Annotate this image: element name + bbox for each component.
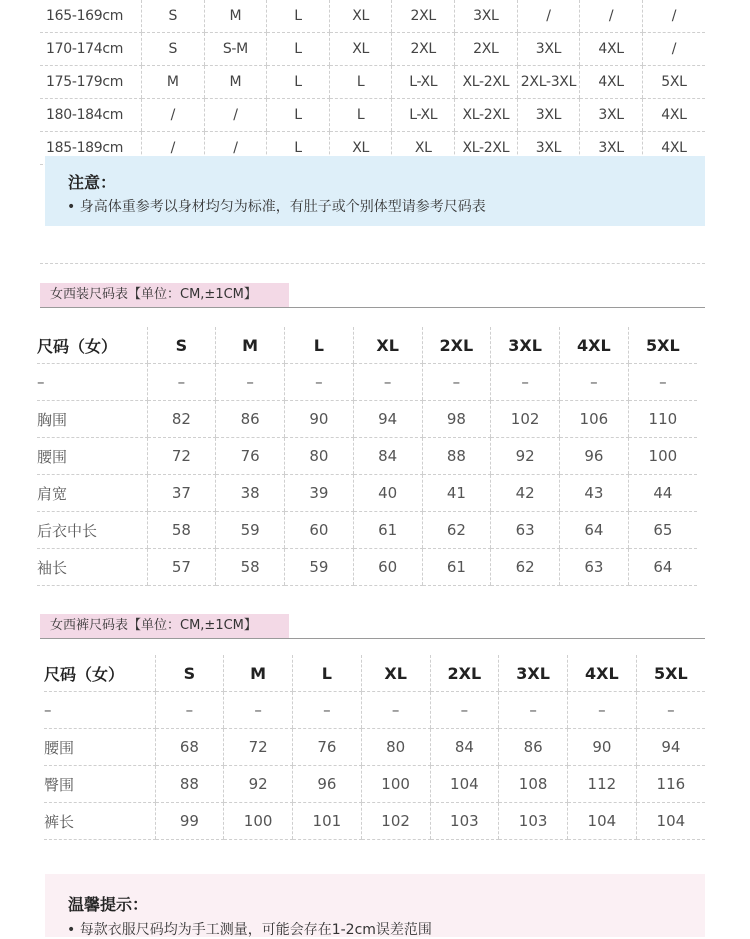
table-cell: 65 <box>628 512 697 549</box>
table-cell: XL <box>353 327 422 364</box>
table-cell: 2XL <box>455 33 518 66</box>
table-cell: 4XL <box>560 327 629 364</box>
table-cell: 3XL <box>580 99 643 132</box>
table-cell: 100 <box>361 766 430 803</box>
table-cell: – <box>560 364 629 401</box>
table-cell: 2XL <box>392 33 455 66</box>
table-cell: 63 <box>491 512 560 549</box>
table-cell: / <box>517 0 580 33</box>
table-cell: M <box>216 327 285 364</box>
table-cell: 90 <box>285 401 354 438</box>
row-label-cell: 袖长 <box>37 549 147 586</box>
table-cell: 3XL <box>517 33 580 66</box>
table-cell: – <box>422 364 491 401</box>
table-cell: 4XL <box>642 99 705 132</box>
table-cell: 62 <box>422 512 491 549</box>
table-cell: – <box>568 692 637 729</box>
table-cell: 2XL <box>422 327 491 364</box>
pants-chart-label: 女西裤尺码表【单位：CM,±1CM】 <box>40 614 289 638</box>
row-label-cell: 腰围 <box>44 729 155 766</box>
row-label-cell: 裤长 <box>44 803 155 840</box>
table-cell: L-XL <box>392 99 455 132</box>
table-cell: 76 <box>293 729 362 766</box>
table-cell: 43 <box>560 475 629 512</box>
table-row <box>37 364 697 401</box>
table-cell: 4XL <box>642 132 705 165</box>
table-cell: 99 <box>155 803 224 840</box>
table-cell: L <box>329 66 392 99</box>
table-cell: 44 <box>628 475 697 512</box>
table-cell: 4XL <box>580 66 643 99</box>
table-cell: 3XL <box>499 655 568 692</box>
table-cell: 72 <box>147 438 216 475</box>
table-cell: 104 <box>568 803 637 840</box>
table-cell: XL-2XL <box>455 132 518 165</box>
table-cell: 88 <box>422 438 491 475</box>
table-cell: 2XL-3XL <box>517 66 580 99</box>
table-cell: 102 <box>491 401 560 438</box>
pants-size-table <box>44 655 705 840</box>
table-cell: / <box>142 99 205 132</box>
table-cell: – <box>147 364 216 401</box>
table-cell: XL <box>392 132 455 165</box>
table-cell: 40 <box>353 475 422 512</box>
table-cell: 42 <box>491 475 560 512</box>
table-cell: 94 <box>353 401 422 438</box>
table-cell: 5XL <box>636 655 705 692</box>
suit-chart-rule <box>40 307 705 308</box>
table-cell: 90 <box>568 729 637 766</box>
table-cell: S-M <box>204 33 267 66</box>
table-cell: 63 <box>560 549 629 586</box>
table-cell: 5XL <box>642 66 705 99</box>
table-cell: – <box>491 364 560 401</box>
table-cell: L <box>267 132 330 165</box>
table-cell: 41 <box>422 475 491 512</box>
table-cell: 64 <box>560 512 629 549</box>
table-cell: 3XL <box>491 327 560 364</box>
table-cell: 3XL <box>455 0 518 33</box>
table-cell: / <box>580 0 643 33</box>
row-label-cell: 后衣中长 <box>37 512 147 549</box>
row-label-cell: 胸围 <box>37 401 147 438</box>
row-label-cell: 肩宽 <box>37 475 147 512</box>
table-cell: 108 <box>499 766 568 803</box>
table-cell: – <box>430 692 499 729</box>
table-cell: 101 <box>293 803 362 840</box>
table-cell: 96 <box>560 438 629 475</box>
tips-box <box>45 874 705 937</box>
table-cell: 92 <box>491 438 560 475</box>
table-cell: XL <box>361 655 430 692</box>
table-cell: XL <box>329 0 392 33</box>
row-label-cell: 尺码（女） <box>44 655 155 692</box>
table-cell: 72 <box>224 729 293 766</box>
table-cell: 3XL <box>517 132 580 165</box>
table-cell: 98 <box>422 401 491 438</box>
table-cell: 103 <box>499 803 568 840</box>
table-cell: 58 <box>147 512 216 549</box>
table-cell: 76 <box>216 438 285 475</box>
table-row <box>40 99 705 132</box>
row-label-cell: 175-179cm <box>40 66 142 99</box>
row-label-cell: 170-174cm <box>40 33 142 66</box>
table-cell: 5XL <box>628 327 697 364</box>
table-cell: 103 <box>430 803 499 840</box>
table-cell: L <box>267 99 330 132</box>
row-label-cell: 腰围 <box>37 438 147 475</box>
table-cell: M <box>204 0 267 33</box>
row-label-cell: 185-189cm <box>40 132 142 165</box>
table-row <box>44 692 705 729</box>
table-cell: 37 <box>147 475 216 512</box>
table-cell: 88 <box>155 766 224 803</box>
table-cell: 4XL <box>568 655 637 692</box>
table-cell: – <box>361 692 430 729</box>
table-cell: 86 <box>499 729 568 766</box>
table-cell: 112 <box>568 766 637 803</box>
table-cell: XL-2XL <box>455 99 518 132</box>
table-cell: 84 <box>353 438 422 475</box>
table-cell: S <box>142 0 205 33</box>
table-cell: 116 <box>636 766 705 803</box>
table-cell: 82 <box>147 401 216 438</box>
table-cell: 59 <box>285 549 354 586</box>
table-cell: 100 <box>224 803 293 840</box>
table-cell: – <box>224 692 293 729</box>
table-cell: – <box>499 692 568 729</box>
table-cell: / <box>142 132 205 165</box>
table-row <box>37 438 697 475</box>
table-cell: – <box>155 692 224 729</box>
table-cell: 64 <box>628 549 697 586</box>
table-cell: XL <box>329 132 392 165</box>
table-cell: M <box>204 66 267 99</box>
table-cell: 106 <box>560 401 629 438</box>
table-cell: 96 <box>293 766 362 803</box>
table-cell: 59 <box>216 512 285 549</box>
table-row <box>44 729 705 766</box>
table-cell: 80 <box>361 729 430 766</box>
table-row <box>44 766 705 803</box>
table-cell: L <box>267 0 330 33</box>
table-cell: L <box>329 99 392 132</box>
table-row <box>40 0 705 33</box>
table-cell: – <box>353 364 422 401</box>
table-row <box>40 33 705 66</box>
notice-item: • 身高体重参考以身材均匀为标准，有肚子或个别体型请参考尺码表 <box>67 199 486 215</box>
table-cell: S <box>142 33 205 66</box>
table-cell: 92 <box>224 766 293 803</box>
table-cell: 60 <box>353 549 422 586</box>
table-cell: 57 <box>147 549 216 586</box>
table-cell: 104 <box>636 803 705 840</box>
table-cell: 3XL <box>517 99 580 132</box>
table-cell: L <box>267 33 330 66</box>
table-row <box>37 401 697 438</box>
notice-box <box>45 156 705 226</box>
table-cell: L <box>293 655 362 692</box>
table-cell: XL <box>329 33 392 66</box>
table-cell: / <box>642 0 705 33</box>
row-label-cell: 165-169cm <box>40 0 142 33</box>
table-cell: 62 <box>491 549 560 586</box>
table-cell: 102 <box>361 803 430 840</box>
table-cell: 68 <box>155 729 224 766</box>
pants-chart-rule <box>40 638 705 639</box>
table-cell: 4XL <box>580 33 643 66</box>
tips-title: 温馨提示： <box>68 895 149 914</box>
table-cell: / <box>642 33 705 66</box>
suit-chart-label: 女西装尺码表【单位：CM,±1CM】 <box>40 283 289 307</box>
table-cell: L <box>285 327 354 364</box>
table-cell: – <box>636 692 705 729</box>
table-row <box>44 803 705 840</box>
table-cell: L <box>267 66 330 99</box>
table-cell: – <box>293 692 362 729</box>
table-row <box>40 66 705 99</box>
table-cell: S <box>155 655 224 692</box>
table-row <box>37 475 697 512</box>
table-cell: 100 <box>628 438 697 475</box>
table-cell: S <box>147 327 216 364</box>
table-header-row <box>44 655 705 692</box>
table-cell: 2XL <box>392 0 455 33</box>
table-cell: M <box>142 66 205 99</box>
table-cell: / <box>204 132 267 165</box>
table-cell: 84 <box>430 729 499 766</box>
height-size-table <box>40 0 705 165</box>
row-label-cell: – <box>37 364 147 401</box>
row-label-cell: 180-184cm <box>40 99 142 132</box>
table-cell: XL-2XL <box>455 66 518 99</box>
table-cell: 2XL <box>430 655 499 692</box>
notice-title: 注意： <box>68 173 117 192</box>
row-label-cell: 臀围 <box>44 766 155 803</box>
table-row <box>37 512 697 549</box>
table-header-row <box>37 327 697 364</box>
table-cell: 94 <box>636 729 705 766</box>
table-cell: 104 <box>430 766 499 803</box>
table-cell: L-XL <box>392 66 455 99</box>
row-label-cell: – <box>44 692 155 729</box>
suit-size-table <box>37 327 697 586</box>
table-cell: 86 <box>216 401 285 438</box>
tips-item: • 每款衣服尺码均为手工测量，可能会存在1-2cm误差范围 <box>67 922 432 938</box>
table-cell: 61 <box>422 549 491 586</box>
table-cell: 110 <box>628 401 697 438</box>
table-cell: 61 <box>353 512 422 549</box>
row-label-cell: 尺码（女） <box>37 327 147 364</box>
table-cell: 60 <box>285 512 354 549</box>
table-cell: 38 <box>216 475 285 512</box>
table-cell: 39 <box>285 475 354 512</box>
section-divider <box>40 263 705 264</box>
table-cell: M <box>224 655 293 692</box>
table-cell: 3XL <box>580 132 643 165</box>
table-cell: – <box>285 364 354 401</box>
table-cell: / <box>204 99 267 132</box>
table-cell: – <box>216 364 285 401</box>
table-cell: – <box>628 364 697 401</box>
table-cell: 80 <box>285 438 354 475</box>
table-row <box>37 549 697 586</box>
table-cell: 58 <box>216 549 285 586</box>
